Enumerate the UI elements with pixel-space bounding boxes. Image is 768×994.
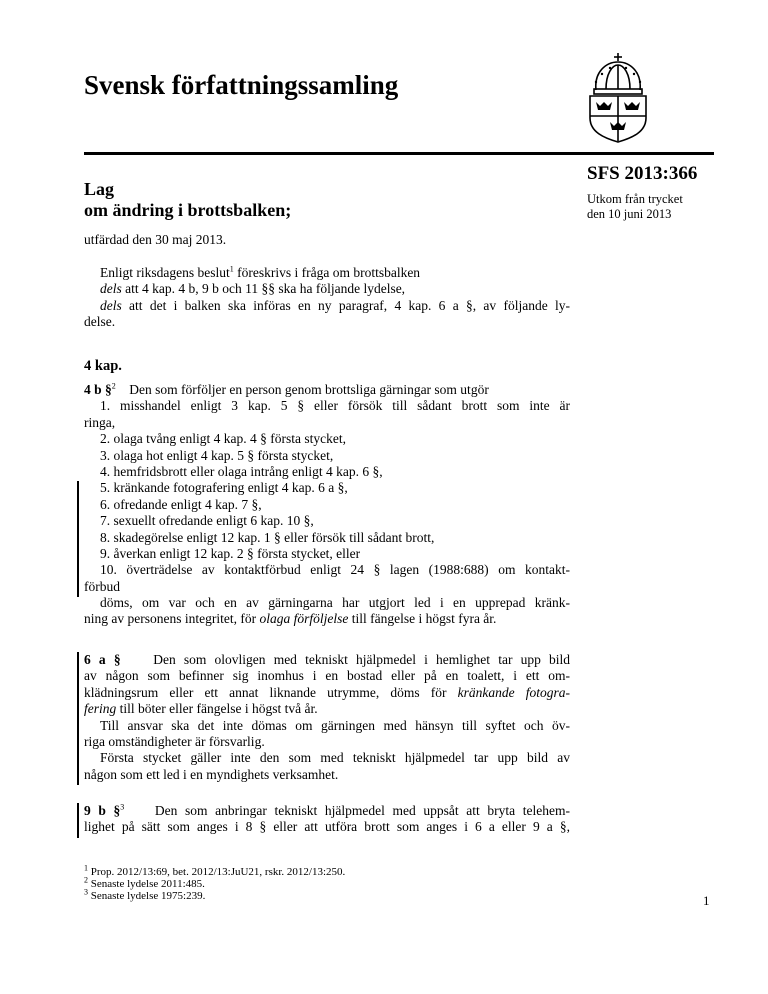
section-6a [84, 652, 570, 783]
closing-line-1: döms, om var och en av gärningarna har utgjort led i en upprepad kränk- [100, 595, 570, 611]
section-9b [84, 803, 570, 836]
law-title-line-1: Lag [84, 179, 115, 199]
section-6a-line: av någon som befinner sig inomhus i en bostad eller på en toalett, i ett om- [84, 668, 570, 684]
sfs-number: SFS 2013:366 [587, 163, 698, 184]
change-bar [77, 481, 79, 597]
list-item: 9. åverkan enligt 12 kap. 2 § första stycket, eller [100, 545, 361, 561]
footnote: $^1$ Prop. 2012/13:69, bet. 2012/13:JuU21, rskr. 2012/13:250. [84, 863, 346, 878]
section-number: 6 a § [84, 652, 121, 667]
preamble [84, 265, 570, 331]
change-bar [77, 803, 79, 838]
published-line-1: Utkom från trycket [587, 192, 683, 206]
list-item: 7. sexuellt ofredande enligt 6 kap. 10 §, [100, 513, 314, 529]
footnote: $^3$ Senaste lydelse 1975:239. [84, 887, 206, 902]
chapter-heading: 4 kap. [84, 358, 122, 374]
issued-text: utfärdad den 30 maj 2013. [84, 232, 227, 247]
section-6a-line: Första stycket gäller inte den som med tekniskt hjälpmedel tar upp bild av [100, 750, 570, 766]
section-4b [84, 382, 570, 628]
list-item: 4. hemfridsbrott eller olaga intrång enligt 4 kap. 6 §, [100, 463, 383, 479]
publication-title: Svensk författningssamling [84, 70, 399, 100]
preamble-line-2: dels att 4 kap. 4 b, 9 b och 11 §§ ska ha följande lydelse, [100, 281, 406, 297]
preamble-line-4: delse. [84, 314, 116, 330]
list-item: 10. överträdelse av kontaktförbud enligt 24 § lagen (1988:688) om kontakt- [100, 562, 570, 578]
section-4b-intro: 4 b §$^2$ Den som förföljer en person genom brottsliga gärningar som utgör [84, 381, 489, 397]
list-item: 3. olaga hot enligt 4 kap. 5 § första stycket, [100, 447, 334, 463]
law-title [84, 179, 291, 221]
list-item: 5. kränkande fotografering enligt 4 kap. 6 a §, [100, 480, 348, 496]
list-item: 6. ofredande enligt 4 kap. 7 §, [100, 496, 262, 512]
list-item-cont: ringa, [84, 414, 116, 430]
section-6a-line: fering till böter eller fängelse i högst två år. [84, 701, 318, 717]
list-item: 1. misshandel enligt 3 kap. 5 § eller försök till sådant brott som inte är [100, 398, 570, 414]
footnote-ref-1: 1 [229, 264, 234, 274]
published-line-2: den 10 juni 2013 [587, 207, 672, 221]
footnote-ref-2: 2 [111, 381, 116, 391]
header-rule [84, 152, 714, 155]
publication-date [587, 192, 717, 222]
section-6a-line: klädningsrum eller ett annat liknande utrymme, döms för kränkande fotogra- [84, 684, 570, 700]
list-item: 8. skadegörelse enligt 12 kap. 1 § eller försök till sådant brott, [100, 529, 435, 545]
list-item-cont: förbud [84, 578, 120, 594]
coat-of-arms-icon [582, 52, 654, 144]
section-9b-line: lighet på sätt som anges i 8 § eller att utföra brott som anges i 6 a eller 9 a §, [84, 819, 570, 835]
page-number: 1 [703, 893, 710, 908]
footnote-ref-3: 3 [120, 802, 125, 812]
law-title-line-2: om ändring i brottsbalken; [84, 200, 292, 220]
section-number: 4 b § [84, 382, 112, 397]
closing-line-2: ning av personens integritet, för olaga förföljelse till fängelse i högst fyra år. [84, 611, 497, 627]
issued-date [84, 232, 570, 248]
list-item: 2. olaga tvång enligt 4 kap. 4 § första stycket, [100, 431, 346, 447]
preamble-line-1: Enligt riksdagens beslut$^1$ föreskrivs i fråga om brottsbalken [100, 264, 421, 280]
preamble-line-3: dels att det i balken ska införas en ny paragraf, 4 kap. 6 a §, av följande ly- [100, 297, 570, 313]
section-6a-line: Till ansvar ska det inte dömas om gärningen med hänsyn till syftet och öv- [100, 717, 570, 733]
change-bar [77, 652, 79, 785]
footnotes [84, 863, 346, 902]
section-9b-line: 9 b §$^3$ Den som anbringar tekniskt hjälpmedel med uppsåt att bryta telehem- [84, 802, 570, 818]
footnote: $^2$ Senaste lydelse 2011:485. [84, 875, 205, 890]
section-6a-line: 6 a § Den som olovligen med tekniskt hjälpmedel i hemlighet tar upp bild [84, 652, 571, 667]
section-6a-line: riga omständigheter är försvarlig. [84, 733, 265, 749]
section-6a-line: någon som ett led i en myndighets verksamhet. [84, 766, 339, 782]
section-number: 9 b § [84, 803, 121, 818]
